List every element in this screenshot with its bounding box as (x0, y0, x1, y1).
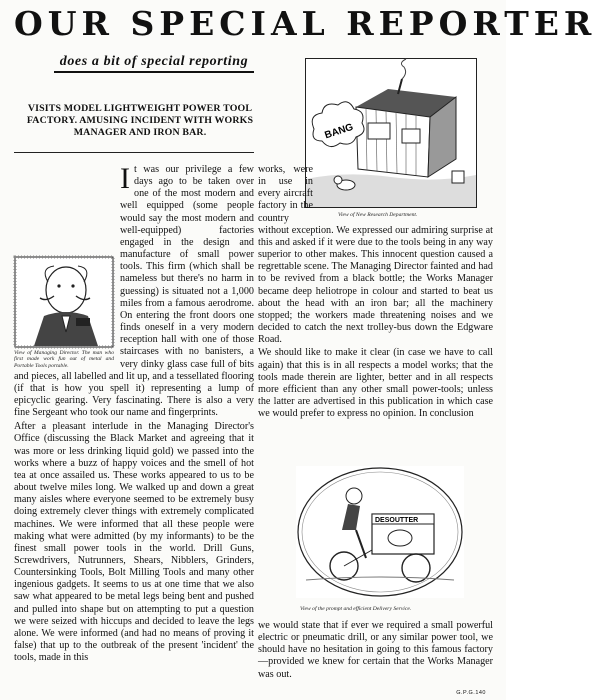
left-paragraph-2: After a pleasant interlude in the Managing Director's Office (discussing the Black Market and agreeing that it was more or less drinking liquid gold) we passed into the works where a buzz of happy voices and the smell of hot tea at once assailed us. These works appeared to us to be about twelve miles long. We walked up and down a great many aisles where everyone seemed to be extremely busy doing extremely clever things with extremely complicated machines. We were informed that all these people were making what were admitted (by my informants) to be the finest small power tools in the world. Drill Guns, Screwdrivers, Nutrunners, Shears, Nibblers, Grinders, Countersinking Tools, Bolt Milling Tools and many other ingenious gadgets. It seems to us at one time that we also saw what appeared to be metal legs being bent and pushed and pulled into shape but on attempting to put a question we were seized with hiccups and decided to leave the legs alone. We were informed (and had no means of proving it false) that up to the outbreak of the present 'incident' the tools, made in this (14, 421, 254, 664)
director-caption: View of Managing Director. The man who first made work fun out of metal and Portable Tools portable. (14, 350, 114, 369)
right-paragraph-1: works, were in use in every aircraft factory in the country without exception. We expressed our admiring surprise at this and asked if it were due to the tools being in any way superior to other makes. This innocent question caused a regrettable scene. The Managing Director fainted and had to be revived from a black bottle; the Works Manager became deep heliotrope in colour and started to beat us about the head with an iron bar; all the machinery stopped; the workers made threatening noises and we decided to catch the next trolley-bus down the Edgware Road. (258, 164, 493, 346)
subtitle: does a bit of special reporting (54, 53, 254, 73)
headline: VISITS MODEL LIGHTWEIGHT POWER TOOL FACTORY. AMUSING INCIDENT WITH WORKS MANAGER AND IRON BAR. (26, 103, 254, 138)
left-paragraph-1: It was our privilege a few days ago to be taken over one of the most modern and well equipped (some people would say the most modern and well-equipped) factories engaged in the design and manufacture of small power tools. This firm (which shall be nameless but there's no harm in guessing) is situated not a 1,000 miles from a famous aerodrome. On entering the front doors one finds oneself in a very modern reception hall with one of those staircases with no banisters, a very dinky glass case full of bits and pieces, all labelled and lit up, and a tessellated flooring (if that is how you spell it) representing a lump of epicyclic gearing. Very fascinating. There is also a very fine Sergeant who took our name and fingerprints. (14, 162, 254, 419)
managing-director-illustration (14, 256, 114, 348)
headline-rule (14, 152, 254, 153)
right-paragraph-3: we would state that if ever we required a small powerful electric or pneumatic drill, or any similar power tool, we should have no hesitation in going to this famous factory—provided we knew for certain that the Works Manager was out. (258, 620, 493, 680)
shed-caption: View of New Research Department. (338, 212, 418, 218)
article-column-right-bottom (258, 620, 493, 680)
article-column-left (14, 164, 254, 686)
article-column-right (258, 164, 493, 420)
desoutter-sign: DESOUTTER (375, 517, 419, 524)
bang-sign: BANG (323, 121, 355, 142)
right-paragraph-2: We should like to make it clear (in case we have to call again) that this is in all respects a model works; that the tools made therein are lighter, better and in all respects more efficient than any other small power-tools; unless the latter are advertised in this publication in which case we would prefer to express no opinion. In conclusion (258, 347, 493, 420)
delivery-drawing (296, 466, 464, 598)
director-float (14, 256, 114, 369)
delivery-service-illustration (296, 466, 464, 598)
masthead: OUR SPECIAL REPORTER (14, 4, 596, 43)
footer-code: G.P.G.140 (456, 690, 486, 696)
delivery-caption: View of the prompt and efficient Delivery Service. (300, 606, 412, 612)
drop-cap: I (120, 162, 130, 195)
